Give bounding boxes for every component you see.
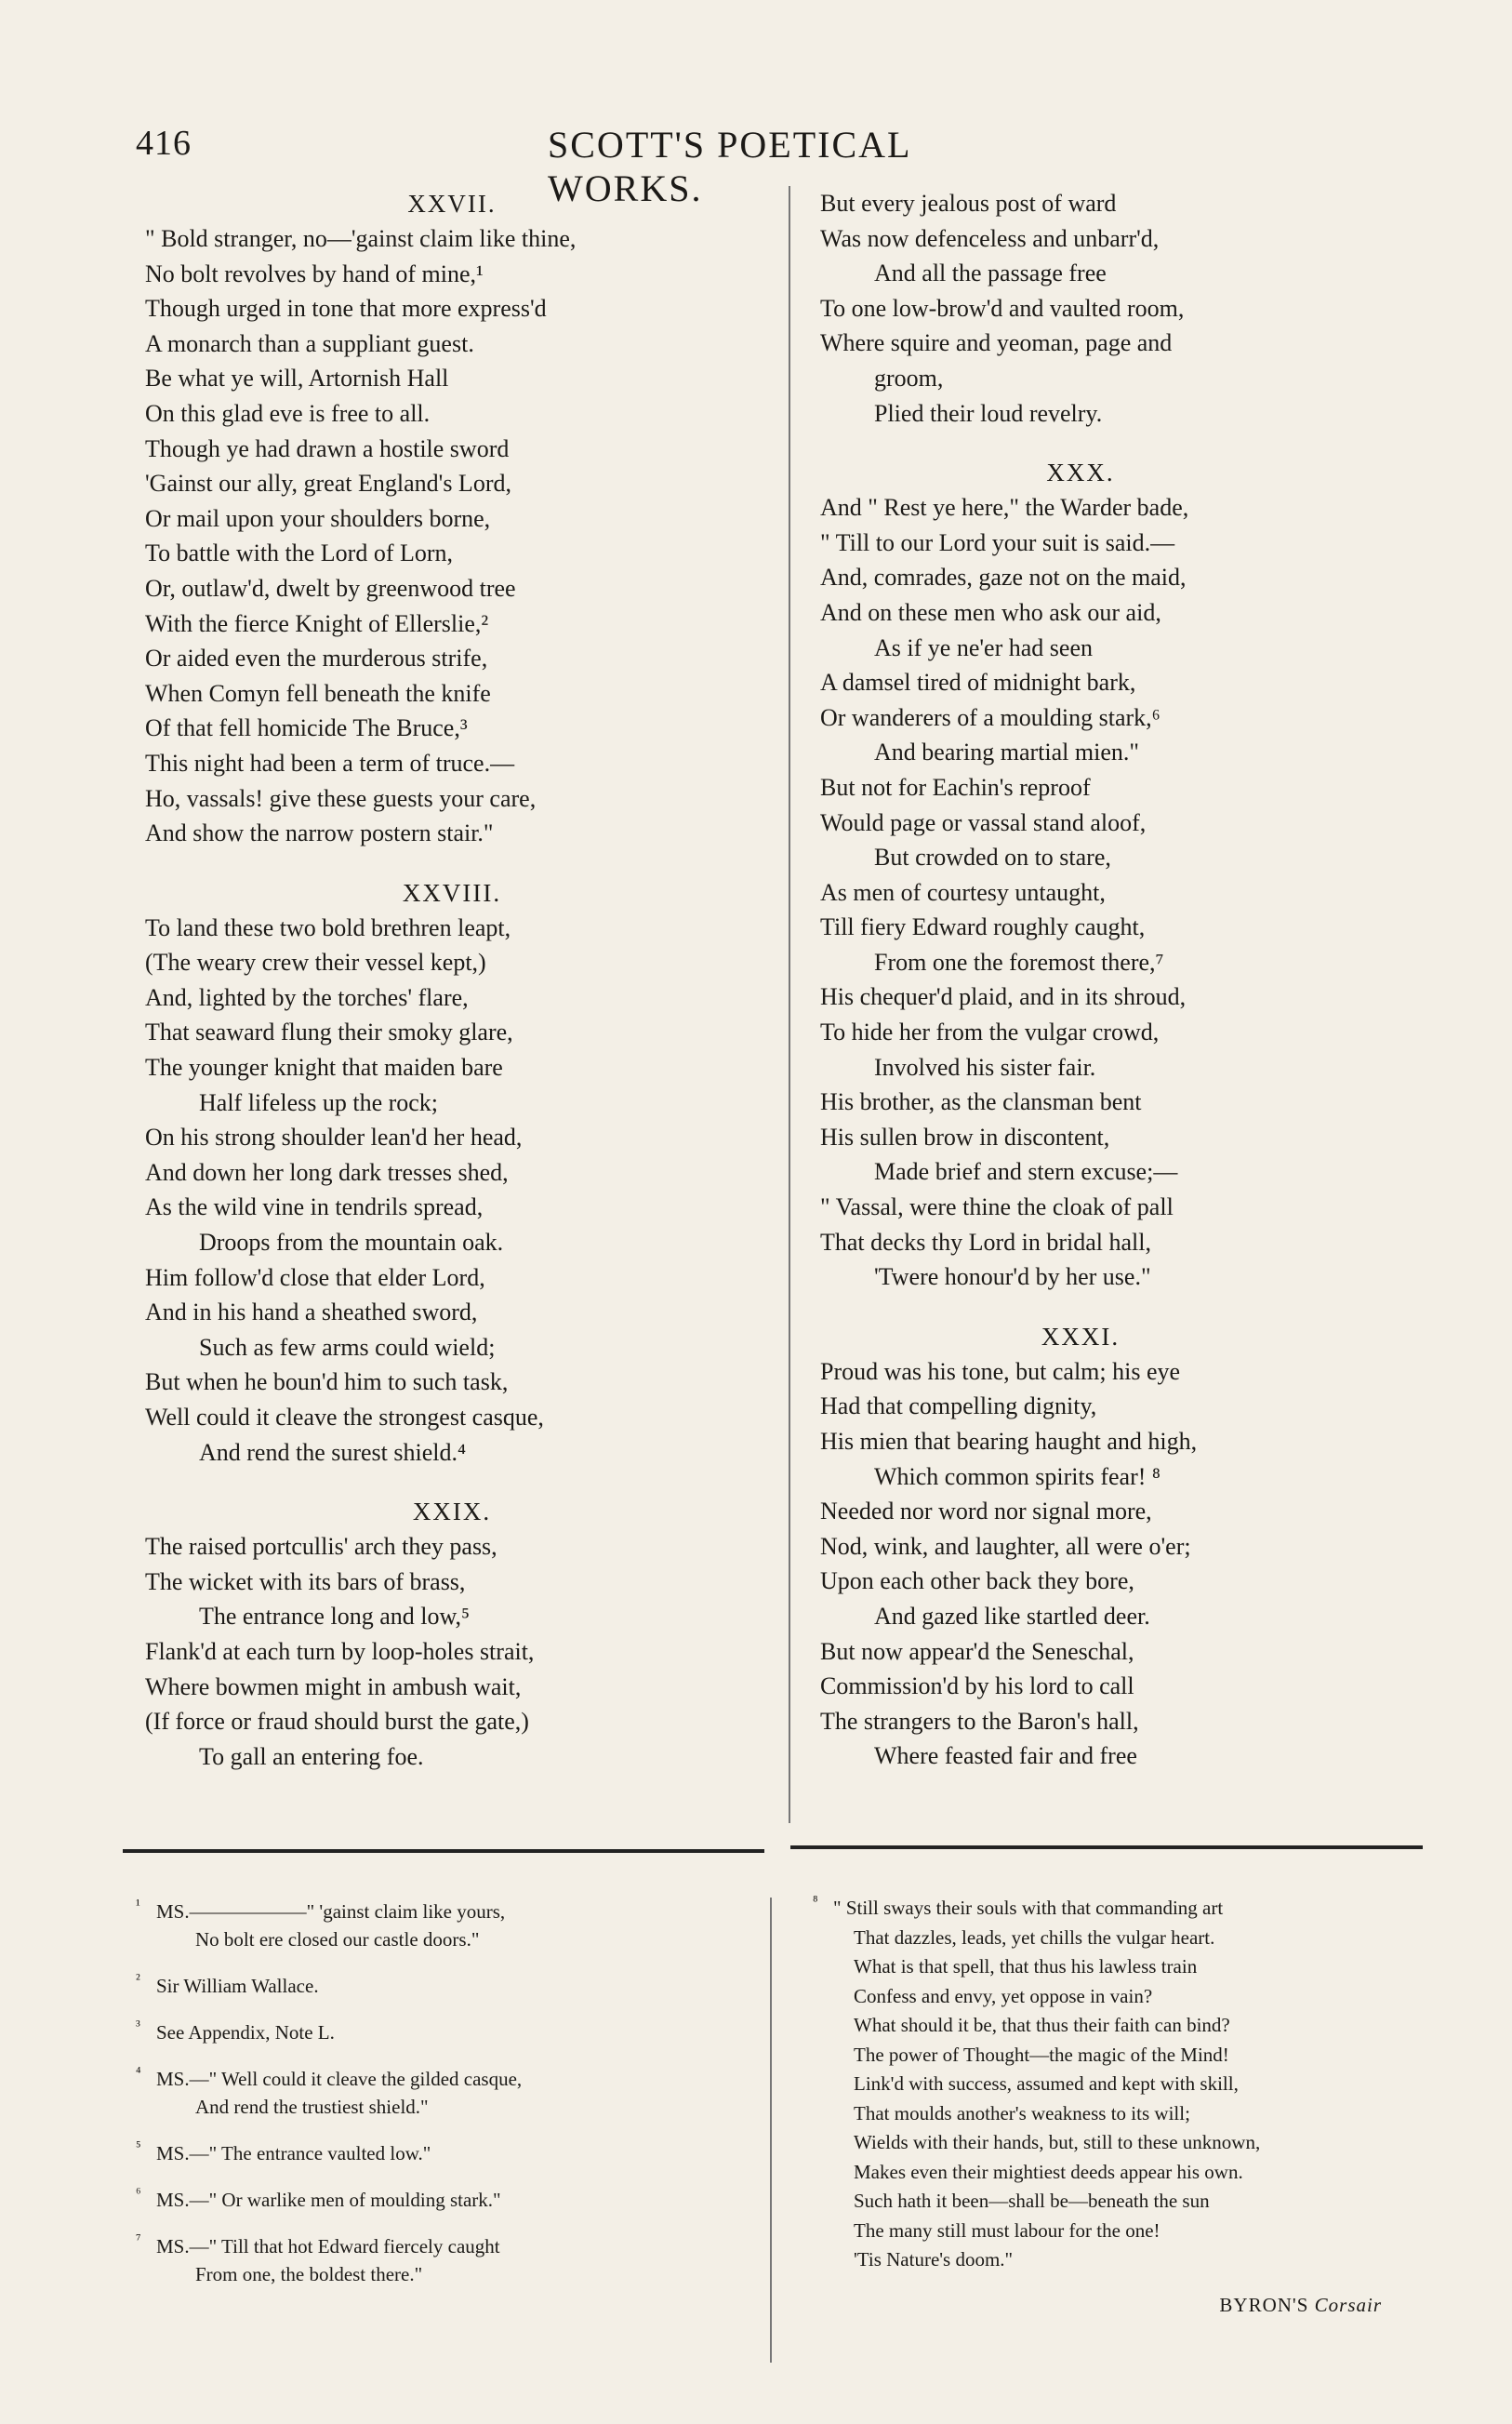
verse-line: As men of courtesy untaught,	[820, 878, 1106, 906]
verse-line: 'Twere honour'd by her use."	[874, 1263, 1151, 1291]
verse-line: And gazed like startled deer.	[874, 1602, 1150, 1630]
stanza	[145, 875, 759, 1471]
footnote-marker: ⁷	[136, 2232, 141, 2248]
stanza-number: XXX.	[1046, 459, 1115, 487]
stanza	[145, 1494, 759, 1774]
verse-line: To hide her from the vulgar crowd,	[820, 1019, 1160, 1046]
footnote-line: MS.——————" 'gainst claim like yours,	[156, 1900, 506, 1923]
footnote-divider	[770, 1898, 772, 2363]
footnote-text	[136, 2232, 712, 2288]
footnote-marker: ⁶	[136, 2186, 141, 2202]
footnote-line: MS.—" Or warlike men of moulding stark."	[156, 2189, 501, 2211]
footnote-text	[136, 2186, 712, 2214]
verse-line: (If force or fraud should burst the gate,)	[145, 1708, 529, 1736]
verse-line: No bolt revolves by hand of mine,¹	[145, 260, 484, 287]
verse-line: But not for Eachin's reproof	[820, 773, 1091, 801]
verse-line: (The weary crew their vessel kept,)	[145, 949, 486, 977]
verse-line: Or aided even the murderous strife,	[145, 645, 488, 673]
footnote-line: Makes even their mightiest deeds appear his own.	[854, 2160, 1243, 2183]
verse-line: A monarch than a suppliant guest.	[145, 329, 474, 357]
footnote-line: Link'd with success, assumed and kept with skill,	[854, 2072, 1239, 2095]
footnote	[136, 2232, 712, 2288]
footnote-line: That moulds another's weakness to its will;	[854, 2101, 1190, 2124]
verse-line: To battle with the Lord of Lorn,	[145, 539, 454, 567]
footnote-text	[136, 1898, 712, 1953]
verse-line: Proud was his tone, but calm; his eye	[820, 1357, 1181, 1385]
footnote-attribution	[813, 2294, 1389, 2317]
verse-line: The younger knight that maiden bare	[145, 1054, 503, 1082]
verse-line: This night had been a term of truce.—	[145, 749, 515, 777]
verse-line: As if ye ne'er had seen	[874, 633, 1093, 661]
verse-line: From one the foremost there,⁷	[874, 948, 1164, 976]
verse-line: As the wild vine in tendrils spread,	[145, 1193, 484, 1221]
footnote-marker: ¹	[136, 1898, 140, 1913]
footnote-line: And rend the trustiest shield."	[195, 2096, 429, 2118]
page-number: 416	[136, 124, 192, 163]
footnote-text	[136, 2018, 712, 2046]
verse-line: Ho, vassals! give these guests your care,	[145, 784, 537, 812]
footnote-line: MS.—" The entrance vaulted low."	[156, 2142, 431, 2164]
attribution-author: BYRON'S	[1219, 2293, 1315, 2316]
verse-line: And " Rest ye here," the Warder bade,	[820, 494, 1189, 522]
verse-line: Though ye had drawn a hostile sword	[145, 434, 510, 462]
footnote-line: That dazzles, leads, yet chills the vulgar heart.	[854, 1925, 1215, 1949]
footnote-line: Wields with their hands, but, still to these unknown,	[854, 2131, 1261, 2153]
verse-line: Such as few arms could wield;	[199, 1333, 496, 1361]
footnote-line: 'Tis Nature's doom."	[854, 2248, 1014, 2271]
footnote	[136, 2186, 712, 2214]
verse-line: To land these two bold brethren leapt,	[145, 913, 511, 941]
verse-line: Half lifeless up the rock;	[199, 1088, 439, 1116]
verse-line: Till fiery Edward roughly caught,	[820, 913, 1146, 941]
verse-line: Commission'd by his lord to call	[820, 1672, 1134, 1700]
footnote-marker: ⁸	[813, 1894, 818, 1910]
verse-line: To gall an entering foe.	[199, 1742, 424, 1770]
verse-line: Be what ye will, Artornish Hall	[145, 365, 449, 393]
verse-line: Or wanderers of a moulding stark,⁶	[820, 703, 1161, 731]
left-poem-column	[145, 186, 759, 1774]
verse-line: Needed nor word nor signal more,	[820, 1498, 1152, 1525]
verse-line: And, lighted by the torches' flare,	[145, 983, 469, 1011]
verse-line: But every jealous post of ward	[820, 190, 1117, 217]
footnote-text	[813, 1894, 1389, 2275]
footnote-rule-right	[790, 1845, 1423, 1849]
column-divider	[789, 186, 790, 1823]
verse-line: His mien that bearing haught and high,	[820, 1428, 1198, 1455]
verse-line: Would page or vassal stand aloof,	[820, 808, 1147, 836]
footnote-line: From one, the boldest there."	[195, 2263, 423, 2285]
footnote-text	[136, 2065, 712, 2121]
verse-line: Where bowmen might in ambush wait,	[145, 1672, 522, 1700]
verse-line: groom,	[874, 364, 944, 392]
verse-line: With the fierce Knight of Ellerslie,²	[145, 609, 489, 637]
verse-line: And all the passage free	[874, 260, 1107, 287]
verse-line: Or mail upon your shoulders borne,	[145, 504, 491, 532]
stanza-number: XXXI.	[1041, 1322, 1121, 1351]
footnote-line: MS.—" Till that hot Edward fiercely caught	[156, 2235, 500, 2258]
stanza-gap	[145, 1470, 759, 1494]
verse-line: Which common spirits fear! ⁸	[874, 1462, 1161, 1490]
footnote-line: What should it be, that thus their faith can bind?	[854, 2014, 1230, 2036]
footnote-text	[136, 2139, 712, 2167]
footnote-line: What is that spell, that thus his lawless train	[854, 1955, 1198, 1978]
verse-line: And bearing martial mien."	[874, 739, 1139, 766]
verse-line: That decks thy Lord in bridal hall,	[820, 1228, 1151, 1256]
verse-line: Though urged in tone that more express'd	[145, 295, 547, 323]
footnote-marker: ³	[136, 2018, 140, 2034]
verse-line: And rend the surest shield.⁴	[199, 1438, 467, 1466]
verse-line: Flank'd at each turn by loop-holes strait,	[145, 1637, 535, 1665]
stanza-gap	[145, 851, 759, 875]
footnote-line: Sir William Wallace.	[156, 1975, 319, 1997]
verse-line: Where squire and yeoman, page and	[820, 329, 1173, 357]
stanza-number: XXIX.	[412, 1498, 492, 1526]
footnotes-right	[813, 1894, 1389, 2317]
right-poem-column	[820, 186, 1341, 1774]
footnote-line: MS.—" Well could it cleave the gilded casque,	[156, 2068, 523, 2090]
verse-line: Where feasted fair and free	[874, 1742, 1137, 1770]
verse-line: On this glad eve is free to all.	[145, 399, 431, 427]
footnote-marker: ⁴	[136, 2065, 141, 2081]
verse-line: His brother, as the clansman bent	[820, 1088, 1142, 1116]
verse-line: His chequer'd plaid, and in its shroud,	[820, 983, 1187, 1011]
verse-line: But crowded on to stare,	[874, 844, 1111, 872]
stanza-gap	[820, 1295, 1341, 1319]
stanza-number: XXVIII.	[402, 878, 502, 907]
verse-line: A damsel tired of midnight bark,	[820, 669, 1136, 697]
footnote	[136, 2018, 712, 2046]
verse-line: His sullen brow in discontent,	[820, 1123, 1110, 1151]
stanza-number: XXVII.	[407, 190, 497, 218]
verse-line: Made brief and stern excuse;—	[874, 1158, 1178, 1186]
verse-line: The raised portcullis' arch they pass,	[145, 1533, 497, 1561]
footnote-line: Such hath it been—shall be—beneath the sun	[854, 2190, 1210, 2212]
verse-line: 'Gainst our ally, great England's Lord,	[145, 470, 511, 498]
footnote-line: The many still must labour for the one!	[854, 2218, 1161, 2242]
verse-line: Upon each other back they bore,	[820, 1567, 1134, 1595]
footnote	[136, 1972, 712, 2000]
verse-line: " Vassal, were thine the cloak of pall	[820, 1193, 1174, 1221]
footnote-rule-left	[123, 1849, 764, 1853]
footnote-line: Confess and envy, yet oppose in vain?	[854, 1984, 1153, 2007]
footnote	[813, 1894, 1389, 2275]
footnote-marker: ²	[136, 1972, 140, 1988]
verse-line: But when he boun'd him to such task,	[145, 1368, 509, 1396]
verse-line: Him follow'd close that elder Lord,	[145, 1263, 485, 1291]
verse-line: " Bold stranger, no—'gainst claim like thine,	[145, 225, 577, 252]
verse-line: And show the narrow postern stair."	[145, 819, 494, 847]
footnotes-left	[136, 1898, 712, 2307]
running-title: SCOTT'S POETICAL WORKS.	[548, 124, 910, 209]
verse-line: Involved his sister fair.	[874, 1053, 1096, 1081]
stanza-gap	[820, 431, 1341, 455]
verse-line: And in his hand a sheathed sword,	[145, 1299, 478, 1326]
stanza	[820, 455, 1341, 1295]
verse-line: Had that compelling dignity,	[820, 1392, 1097, 1420]
verse-line: " Till to our Lord your suit is said.—	[820, 528, 1175, 556]
stanza	[820, 186, 1341, 431]
verse-line: And on these men who ask our aid,	[820, 598, 1161, 626]
verse-line: But now appear'd the Seneschal,	[820, 1637, 1134, 1665]
verse-line: The strangers to the Baron's hall,	[820, 1707, 1139, 1735]
verse-line: And down her long dark tresses shed,	[145, 1158, 509, 1186]
stanza	[145, 186, 759, 851]
footnote-line: The power of Thought—the magic of the Mind!	[854, 2043, 1229, 2066]
verse-line: Was now defenceless and unbarr'd,	[820, 224, 1160, 252]
verse-line: Plied their loud revelry.	[874, 399, 1103, 427]
verse-line: Or, outlaw'd, dwelt by greenwood tree	[145, 574, 516, 602]
verse-line: The entrance long and low,⁵	[199, 1603, 471, 1631]
verse-line: Nod, wink, and laughter, all were o'er;	[820, 1532, 1191, 1560]
footnote	[136, 1898, 712, 1953]
verse-line: And, comrades, gaze not on the maid,	[820, 564, 1187, 592]
verse-line: Droops from the mountain oak.	[199, 1229, 504, 1257]
verse-line: Of that fell homicide The Bruce,³	[145, 714, 468, 742]
verse-line: On his strong shoulder lean'd her head,	[145, 1124, 523, 1152]
footnote-line: No bolt ere closed our castle doors."	[195, 1928, 480, 1951]
stanza	[820, 1319, 1341, 1774]
attribution-work: Corsair	[1314, 2293, 1382, 2316]
footnote-line: " Still sways their souls with that commanding art	[833, 1897, 1224, 1919]
footnote	[136, 2065, 712, 2121]
verse-line: To one low-brow'd and vaulted room,	[820, 294, 1185, 322]
footnote-text	[136, 1972, 712, 2000]
verse-line: The wicket with its bars of brass,	[145, 1567, 466, 1595]
footnote	[136, 2139, 712, 2167]
verse-line: That seaward flung their smoky glare,	[145, 1019, 513, 1046]
verse-line: Well could it cleave the strongest casque,	[145, 1404, 544, 1431]
verse-line: When Comyn fell beneath the knife	[145, 679, 491, 707]
footnote-marker: ⁵	[136, 2139, 141, 2155]
footnote-line: See Appendix, Note L.	[156, 2021, 335, 2044]
